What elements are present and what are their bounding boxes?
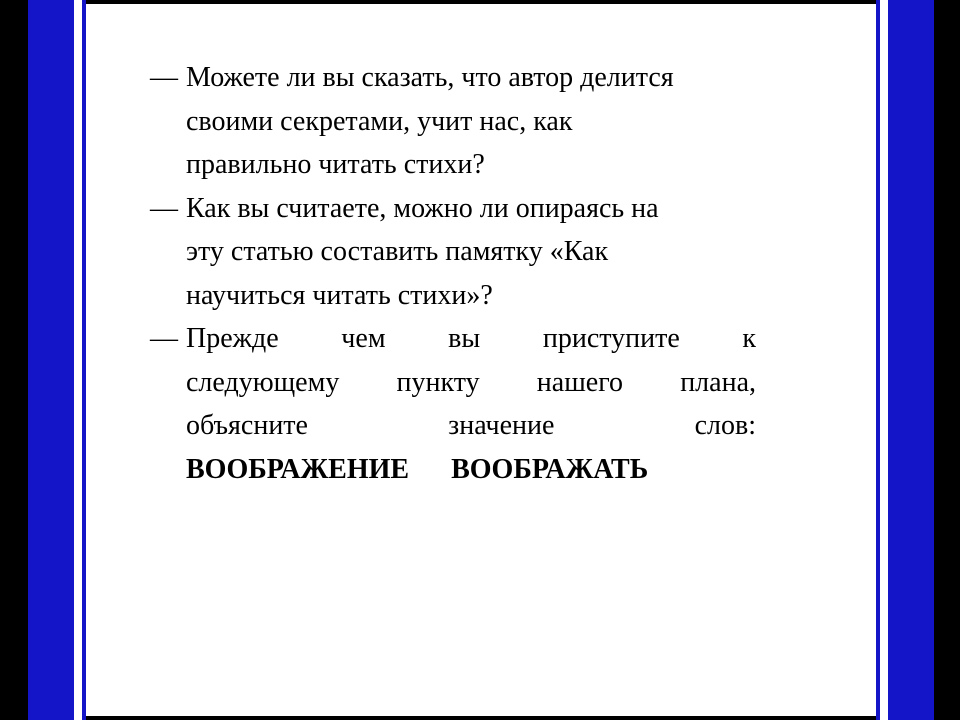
question-1 (150, 56, 756, 187)
vocabulary-word-2: ВООБРАЖАТЬ (451, 453, 649, 485)
vocabulary-words (186, 448, 756, 492)
question-3-line-2: следующему пункту нашего плана, (186, 366, 756, 398)
question-3-line-3: объясните значение слов: (186, 410, 756, 441)
question-2-line-1: Как вы считаете, можно ли опираясь на (186, 192, 659, 224)
left-border-white (74, 0, 82, 720)
slide-text (150, 56, 756, 491)
left-border-black (0, 0, 28, 720)
vocabulary-word-1: ВООБРАЖЕНИЕ (186, 453, 410, 485)
question-1-line-2: своими секретами, учит нас, как (186, 105, 573, 137)
question-1-line-3: правильно читать стихи? (186, 149, 485, 180)
question-3 (150, 317, 756, 491)
question-3-line-1: Прежде чем вы приступите к (186, 323, 756, 354)
right-border-black (934, 0, 960, 720)
question-1-line-1: Можете ли вы сказать, что автор делится (186, 62, 674, 93)
question-2-line-2: эту статью составить памятку «Как (186, 236, 609, 267)
right-border-white (880, 0, 888, 720)
question-2 (150, 187, 756, 318)
right-border-blue (888, 0, 934, 720)
left-border-blue (28, 0, 74, 720)
dash-marker: — (150, 323, 178, 354)
question-2-line-3: научиться читать стихи»? (186, 279, 493, 311)
dash-marker: — (150, 192, 178, 224)
dash-marker: — (150, 62, 178, 93)
